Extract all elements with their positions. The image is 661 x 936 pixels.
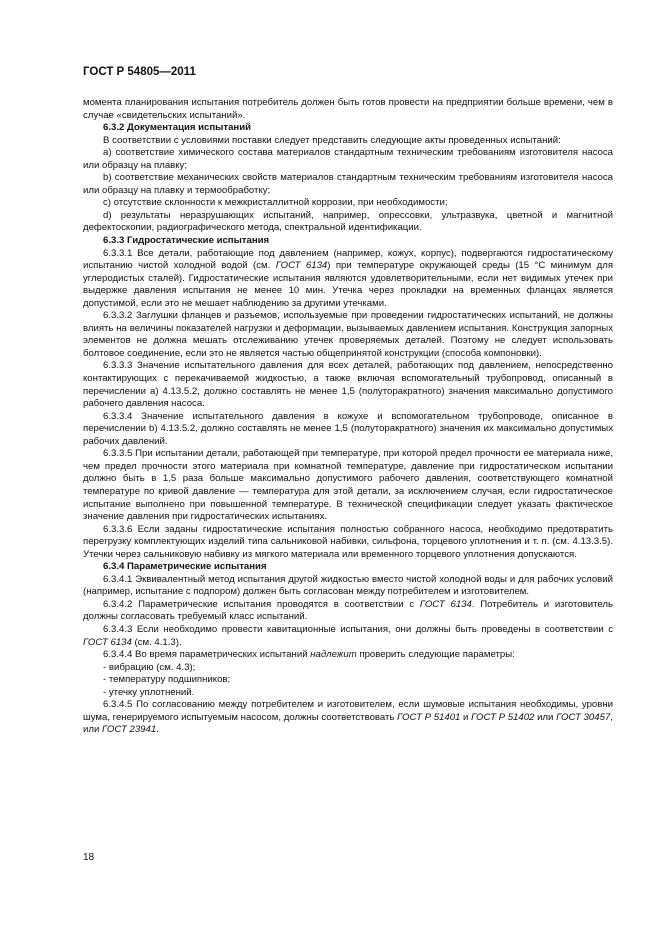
paragraph-6-3-3-6: 6.3.3.6 Если заданы гидростатические испытания полностью собранного насоса, необходимо предотвратить перегрузку комплектующих изделий типа сальниковой набивки, сильфона, торцевого уплотнения и т. п. (см. 4.13.3.5). Утечки через сальниковую набивку из мягкого материала или временного торцевого уплотнения допускаются. — [83, 523, 613, 560]
paragraph-6-3-3-2: 6.3.3.2 Заглушки фланцев и разъемов, используемые при проведении гидростатических испытаний, не должны влиять на величины показателей нагрузки и деформации, вызываемых давлением испытания. Конструкция запорных элементов не должна мешать отслеживанию утечек проверяемых деталей. Поэтому не следует использовать болтовое соединение, если это не является частью общепринятой конструкции (способа компоновки). — [83, 310, 613, 359]
list-item: - температуру подшипников; — [103, 674, 231, 686]
text: проверить следующие параметры: — [356, 649, 515, 661]
paragraph-6-3-4-1: 6.3.4.1 Эквивалентный метод испытания другой жидкостью вместо чистой холодной воды и для рабочих условий (например, испытание с подпором) должен быть согласован между потребителем и изготовителем. — [83, 573, 613, 598]
paragraph: момента планирования испытания потребитель должен быть готов провести на предприятии больше времени, чем в случае «свидетельских испытаний». — [83, 97, 613, 121]
list-item: c) отсутствие склонности к межкристаллитной коррозии, при необходимости; — [103, 197, 448, 209]
standard-reference: ГОСТ 23941 — [101, 724, 157, 736]
section-heading-6-3-4: 6.3.4 Параметрические испытания — [103, 561, 267, 573]
text: или — [534, 711, 557, 723]
text: , или — [83, 711, 613, 736]
section-heading-6-3-3: 6.3.3 Гидростатические испытания — [103, 235, 270, 247]
paragraph-6-3-4-4 — [83, 649, 613, 662]
standard-reference: ГОСТ Р 51402 — [471, 711, 535, 723]
emphasis: надлежит — [310, 649, 357, 661]
standard-reference: ГОСТ 30457 — [556, 711, 611, 723]
paragraph-6-3-4-5 — [83, 699, 613, 737]
text: . — [156, 724, 159, 736]
paragraph-6-3-4-3 — [83, 624, 613, 649]
text: 6.3.3.1 Все детали, работающие под давлением (например, кожух, корпус), подвергаются гидростатическому испытанию чистой холодной водой (см. — [83, 247, 613, 272]
list-item: - утечку уплотнений. — [103, 686, 195, 698]
paragraph-6-3-4-2 — [83, 599, 613, 624]
text: . Потребитель и изготовитель должны согласовать требуемый класс испытаний. — [83, 598, 613, 623]
page-header: ГОСТ Р 54805—2011 — [83, 66, 196, 78]
text: 6.3.4.4 Во время параметрических испытаний — [103, 649, 311, 661]
list-item: b) соответствие механических свойств материалов стандартным техническим требованиям изготовителя насоса или образцу на плавку и термообработку; — [83, 172, 613, 196]
standard-reference: ГОСТ 6134 — [275, 260, 328, 272]
standard-reference: ГОСТ Р 51401 — [397, 711, 461, 723]
paragraph-6-3-3-5: 6.3.3.5 При испытании детали, работающей при температуре, при которой предел прочности ее материала ниже, чем предел прочности этого материала при комнатной температуре, давление при гидростатическом испытании должно быть в 1,5 раза больше максимально допустимого рабочего давления, соответствующего комнатной температуре по кривой давление — температура для этой детали, за исключением случая, если гидростатическое испытание выполнено при повышенной температуре. В технической спецификации следует указать фактическое значение давления при гидростатических испытаниях. — [83, 448, 613, 523]
paragraph-6-3-3-4: 6.3.3.4 Значение испытательного давления в кожухе и вспомогательном трубопроводе, описанное в перечислении b) 4.13.5.2, должно составлять не менее 1,5 (полуторакратного) значения их максимально допустимых рабочих давлений. — [83, 410, 613, 447]
paragraph-6-3-3-3: 6.3.3.3 Значение испытательного давления для всех деталей, работающих под давлением, непосредственно контактирующих с перекачиваемой жидкостью, а также включая вспомогательный трубопровод, описанный в перечислении a) 4.13.5.2, должно составлять не менее 1,5 (полуторакратного) значения максимально допустимого рабочего давления насоса. — [83, 360, 613, 410]
text: и — [460, 711, 472, 723]
page-number: 18 — [83, 852, 95, 863]
text: ) при температуре окружающей среды (15 °С минимум для углеродистых сталей). Гидростатические испытания являются удовлетворительными, если нет видимых утечек при выдержке давления испытания не менее 10 мин. Утечка через прокладки на временных фланцах является допустимой, если это не мешает наблюдению за другими утечками. — [83, 260, 614, 309]
text: 6.3.4.2 Параметрические испытания проводятся в соответствии с — [103, 598, 420, 610]
text: (см. 4.1.3). — [131, 636, 182, 648]
paragraph-6-3-3-1 — [83, 248, 613, 311]
text: 6.3.4.3 Если необходимо провести кавитационные испытания, они должны быть проведены в соответствии с — [103, 623, 613, 635]
standard-reference: ГОСТ 6134 — [419, 598, 472, 610]
list-item: a) соответствие химического состава материалов стандартным техническим требованиям изготовителя насоса или образцу на плавку; — [83, 147, 613, 171]
document-body — [83, 97, 613, 737]
list-item: d) результаты неразрушающих испытаний, например, опрессовки, ультразвука, цветной и магнитной дефектоскопии, радиографического метода, спектральной идентификации. — [83, 209, 613, 234]
section-heading-6-3-2: 6.3.2 Документация испытаний — [103, 122, 251, 134]
paragraph: В соответствии с условиями поставки следует представить следующие акты проведенных испытаний: — [103, 134, 561, 146]
standard-reference: ГОСТ 6134 — [83, 636, 132, 648]
list-item: - вибрацию (см. 4.3); — [103, 661, 196, 673]
text: 6.3.4.5 По согласованию между потребителем и изготовителем, если шумовые испытания необходимы, уровни шума, генерируемого испытуемым насосом, должны соответствовать — [83, 699, 613, 723]
